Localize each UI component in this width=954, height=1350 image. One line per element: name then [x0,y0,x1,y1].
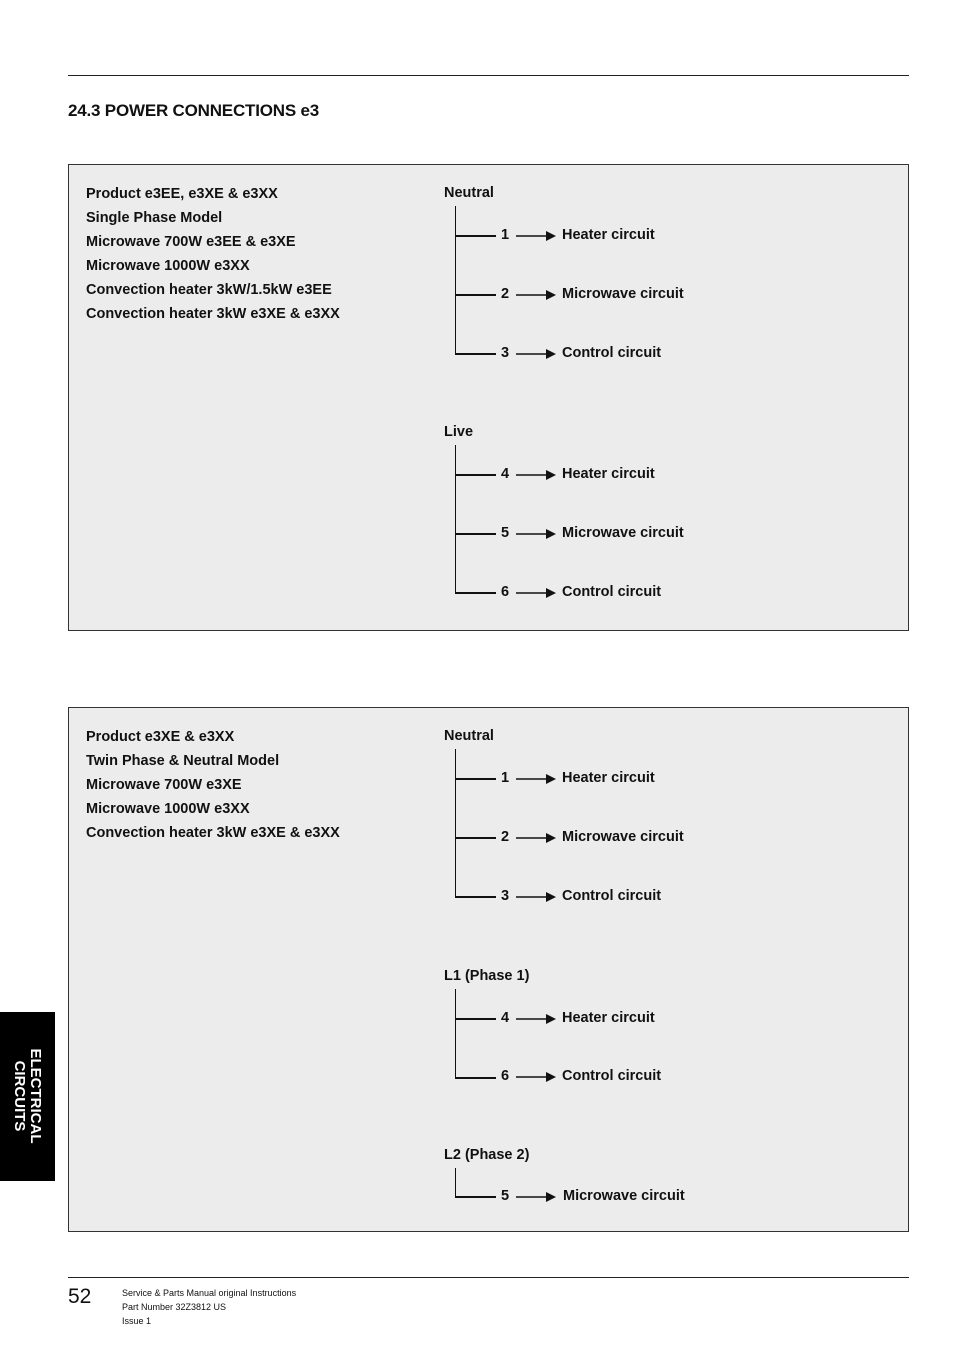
branch-line [455,896,496,898]
branch-line [455,1196,496,1198]
circuit-label: Microwave circuit [563,1188,685,1204]
terminal-number: 4 [501,1010,510,1026]
branch-line [455,474,496,476]
circuit-label: Control circuit [562,584,662,600]
arrow-right-icon [516,230,556,242]
group-label-neutral: Neutral [444,728,494,744]
circuit-label: Heater circuit [562,466,655,482]
panel-description [86,182,340,326]
branch-line [455,294,496,296]
circuit-label: Control circuit [562,1068,662,1084]
bus-line [455,989,456,1078]
bus-line [455,445,456,592]
terminal-number: 3 [501,888,510,904]
branch-line [455,533,496,535]
group-label-l1: L1 (Phase 1) [444,968,530,984]
section-side-tab [0,1012,55,1181]
branch-line [455,778,496,780]
twin-phase-panel [68,707,909,1232]
description-line: Product e3XE & e3XX [86,729,235,745]
footer-info [122,1286,296,1328]
description-line: Convection heater 3kW/1.5kW e3EE [86,282,332,298]
description-line: Single Phase Model [86,210,223,226]
terminal-number: 6 [501,584,510,600]
branch-line [455,235,496,237]
description-line: Twin Phase & Neutral Model [86,753,280,769]
circuit-label: Heater circuit [562,770,655,786]
bus-line [455,206,456,353]
footer-line: Issue 1 [122,1316,152,1326]
terminal-number: 5 [501,525,510,541]
circuit-label: Microwave circuit [562,525,684,541]
single-phase-panel [68,164,909,631]
side-tab-line: CIRCUITS [11,1060,28,1132]
terminal-number: 2 [501,829,510,845]
bus-line [455,749,456,896]
footer-line: Part Number 32Z3812 US [122,1302,227,1312]
header-rule [68,75,909,76]
panel-description [86,725,340,845]
footer-rule [68,1277,909,1278]
branch-line [455,1077,496,1079]
footer-line: Service & Parts Manual original Instructions [122,1288,297,1298]
group-label-l2: L2 (Phase 2) [444,1147,530,1163]
arrow-right-icon [516,1071,556,1083]
side-tab-label [11,1049,43,1144]
arrow-right-icon [516,773,556,785]
arrow-right-icon [516,587,556,599]
branch-line [455,1018,496,1020]
branch-line [455,592,496,594]
terminal-number: 3 [501,345,510,361]
terminal-number: 4 [501,466,510,482]
arrow-right-icon [516,891,556,903]
terminal-number: 2 [501,286,510,302]
circuit-label: Heater circuit [562,1010,655,1026]
arrow-right-icon [516,832,556,844]
group-label-neutral: Neutral [444,185,494,201]
description-line: Microwave 1000W e3XX [86,801,250,817]
branch-line [455,837,496,839]
circuit-label: Control circuit [562,345,662,361]
arrow-right-icon [516,469,556,481]
branch-line [455,353,496,355]
arrow-right-icon [516,348,556,360]
bus-line [455,1168,456,1197]
circuit-label: Microwave circuit [562,286,684,302]
description-line: Microwave 700W e3XE [86,777,242,793]
terminal-number: 6 [501,1068,510,1084]
page-number: 52 [68,1285,92,1308]
circuit-label: Microwave circuit [562,829,684,845]
side-tab-line: ELECTRICAL [27,1048,44,1144]
description-line: Microwave 1000W e3XX [86,258,250,274]
description-line: Product e3EE, e3XE & e3XX [86,186,278,202]
section-title: 24.3 POWER CONNECTIONS e3 [68,101,320,120]
group-label-live: Live [444,424,474,440]
arrow-right-icon [516,528,556,540]
terminal-number: 5 [501,1188,510,1204]
description-line: Microwave 700W e3EE & e3XE [86,234,296,250]
arrow-right-icon [516,289,556,301]
description-line: Convection heater 3kW e3XE & e3XX [86,306,340,322]
circuit-label: Heater circuit [562,227,655,243]
terminal-number: 1 [501,227,510,243]
arrow-right-icon [516,1191,556,1203]
circuit-label: Control circuit [562,888,662,904]
description-line: Convection heater 3kW e3XE & e3XX [86,825,340,841]
arrow-right-icon [516,1013,556,1025]
terminal-number: 1 [501,770,510,786]
